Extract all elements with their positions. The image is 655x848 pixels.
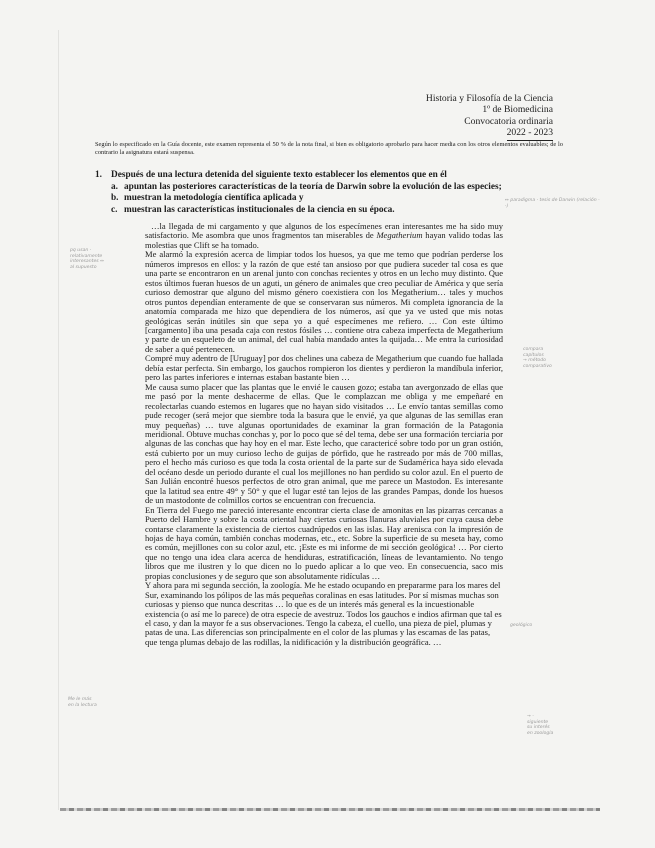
margin-note-right-3: geológico	[510, 623, 533, 628]
margin-note-right-1: ↔ paradigma · tesis de Darwin (relación · ·)	[505, 198, 600, 209]
scan-edge	[58, 30, 59, 810]
item-text: muestran las características institucionales de la ciencia en su época.	[124, 204, 395, 215]
margin-note-right-4: → · siguiente su interés en zoología	[527, 714, 554, 736]
passage-italic: Megatherium	[376, 230, 423, 241]
passage-paragraph: Y ahora para mi segunda sección, la zoología. Me he estado ocupando en prepararme para los mares del Sur, examinando los pólipos de las más pequeñas coralinas en esas latitudes. Por sí mismas muchas son curiosas y pienso que nunca descritas … lo que es de un interés más general es la incuestionable existencia (o así me lo parece) de otra especie de avestruz. Todos los gauchos e indios afirman que tal es el caso, y dan la mayor fe a sus observaciones. Tengo la cabeza, el cuello, una pieza de piel, plumas y patas de una. Las diferencias son principalmente en el color de las plumas y las escamas de las patas, que tenga plumas debajo de las rodillas, la nidificación y la distribución geográfica. …	[145, 580, 502, 647]
question-number: 1.	[95, 170, 102, 180]
passage-paragraph: Me causa sumo placer que las plantas que le envié le causen gozo; estaba tan avergonzado de ellas que me pasó por la mente deshacerme de ellas. Que le complazcan me obliga y me empeñaré en recolectarlas cuando estemos en lugares que no hayan sido visitados … Le envío tantas semillas como pude recoger (será mejor que siembre toda la basura que le envié, ya que algunas de las semillas eran muy pequeñas) … tuve algunas oportunidades de examinar la gran formación de la Patagonia meridional. Obtuve muchas conchas y, por lo poco que sé del tema, debe ser una formación terciaria por algunas de las conchas que hay hoy en el mar. Este lecho, que caractericé sobre todo por un gran ostión, está cubierto por un muy curioso lecho de guijas de pórfido, que he rastreado por más de 700 millas, pero el hecho más curioso es que toda la costa oriental de la parte sur de Sudamérica haya sido elevada del océano desde un periodo durante el cual los mejillones no han perdido su color azul. En el puerto de San Julián encontré huesos perfectos de otro gran animal, que me parece un Mastodon. Es interesante que la latitud sea entre 49° y 50° y que el lugar esté tan lejos de las grandes Pampas, donde los huesos de un mastodonte de colmillos cortos se encuentran con frecuencia.	[145, 381, 503, 506]
darwin-passage	[145, 222, 503, 647]
passage-paragraph	[145, 222, 503, 250]
question-item-c	[95, 205, 565, 217]
question-1	[95, 170, 565, 216]
passage-paragraph: En Tierra del Fuego me pareció interesante encontrar cierta clase de amonitas en las pizarras cercanas a Puerto del Hambre y sobre la costa oriental hay ciertas curiosas llanuras aluviales por cuya causa debe contarse claramente la existencia de ciertos cuadrúpedos en las islas. Hay arenisca con la impresión de hojas de haya común, también conchas modernas, etc., etc. Sobre la superficie de su meseta hay, como es común, mejillones con su color azul, etc. ¡Este es mi informe de mi sección geológica! … Por cierto que no tengo una idea clara acerca de hendiduras, estratificación, líneas de levantamiento. No tengo libros que me ilustren y lo que dicen no lo puedo aplicar a lo que veo. En consecuencia, saco mis propias conclusiones y de seguro que son absolutamente ridículas …	[145, 504, 503, 581]
margin-note-left-1: pq usan · relativamente interesantes ↔ al supuesto	[70, 248, 104, 270]
passage-text: hayan valido todas las molestias que Clift se ha tomado.	[145, 230, 503, 250]
item-letter: b.	[111, 193, 119, 204]
passage-text: …la llegada de mi cargamento y que algunos de los especímenes eran interesantes me ha sido muy satisfactorio. Me asombra que unos fragmentos tan miserables de	[145, 221, 503, 241]
item-letter: c.	[111, 204, 118, 215]
margin-note-right-2: compara capítulos → método comparativo	[523, 347, 552, 369]
item-letter: a.	[111, 181, 118, 192]
course-title: Historia y Filosofía de la Ciencia	[425, 93, 553, 104]
degree-year: 1º de Biomedicina	[482, 104, 553, 116]
item-text: apuntan las posteriores características de la teoría de Darwin sobre la evolución de las especies;	[124, 181, 502, 192]
academic-year: 2022 - 2023	[507, 127, 553, 140]
item-text: muestran la metodología científica aplicada y	[124, 193, 304, 204]
margin-note-left-2: Me le más en la lectura	[68, 697, 97, 708]
passage-paragraph: Compré muy adentro de [Uruguay] por dos chelines una cabeza de Megatherium que cuando fue hallada debía estar perfecta. Sin embargo, los gauchos rompieron los dientes y perdieron la mandíbula inferior, pero las partes inferiores e internas estaban bastante bien …	[145, 353, 503, 383]
question-item-b	[95, 193, 565, 205]
exam-instructions: Según lo especificado en la Guía docente, este examen representa el 50 % de la nota final, si bien es obligatorio aprobarlo para hacer media con los otros elementos evaluables; de lo contrario la asignatura estará suspensa.	[95, 141, 563, 157]
passage-paragraph: Me alarmó la expresión acerca de limpiar todos los huesos, ya que me temo que podrían perderse los números impresos en ellos: y la razón de que esté tan ansioso por que pudiera suceder tal cosa es que una parte se encontraron en un arenal junto con conchas recientes y otros en un lecho muy distinto. Que estos últimos fueran huesos de un aguti, un género de animales que creo peculiar de América y que sería curioso demostrar que alguno del mismo género coexistiera con los Megatherium… tales y muchos otros puntos dependían enteramente de que se conservaran sus números. Mi completa ignorancia de la anatomía comparada me hizo que dependiera de los números, así que ya ve usted que mis notas geológicas serán inútiles sin que sepa yo a qué especímenes me refiero. … Con este último [cargamento] iba una pesada caja con restos fósiles … contiene otra cabeza imperfecta de Megatherium y parte de un esqueleto de un animal, del cual había mandado antes la quijada… Me entra la curiosidad de saber a qué pertenecen.	[145, 249, 503, 354]
question-item-a	[95, 182, 565, 194]
exam-header	[426, 93, 553, 141]
exam-session: Convocatoria ordinaria	[464, 115, 553, 127]
question-stem: Después de una lectura detenida del siguiente texto establecer los elementos que en él	[111, 170, 447, 180]
scan-border	[60, 808, 600, 811]
